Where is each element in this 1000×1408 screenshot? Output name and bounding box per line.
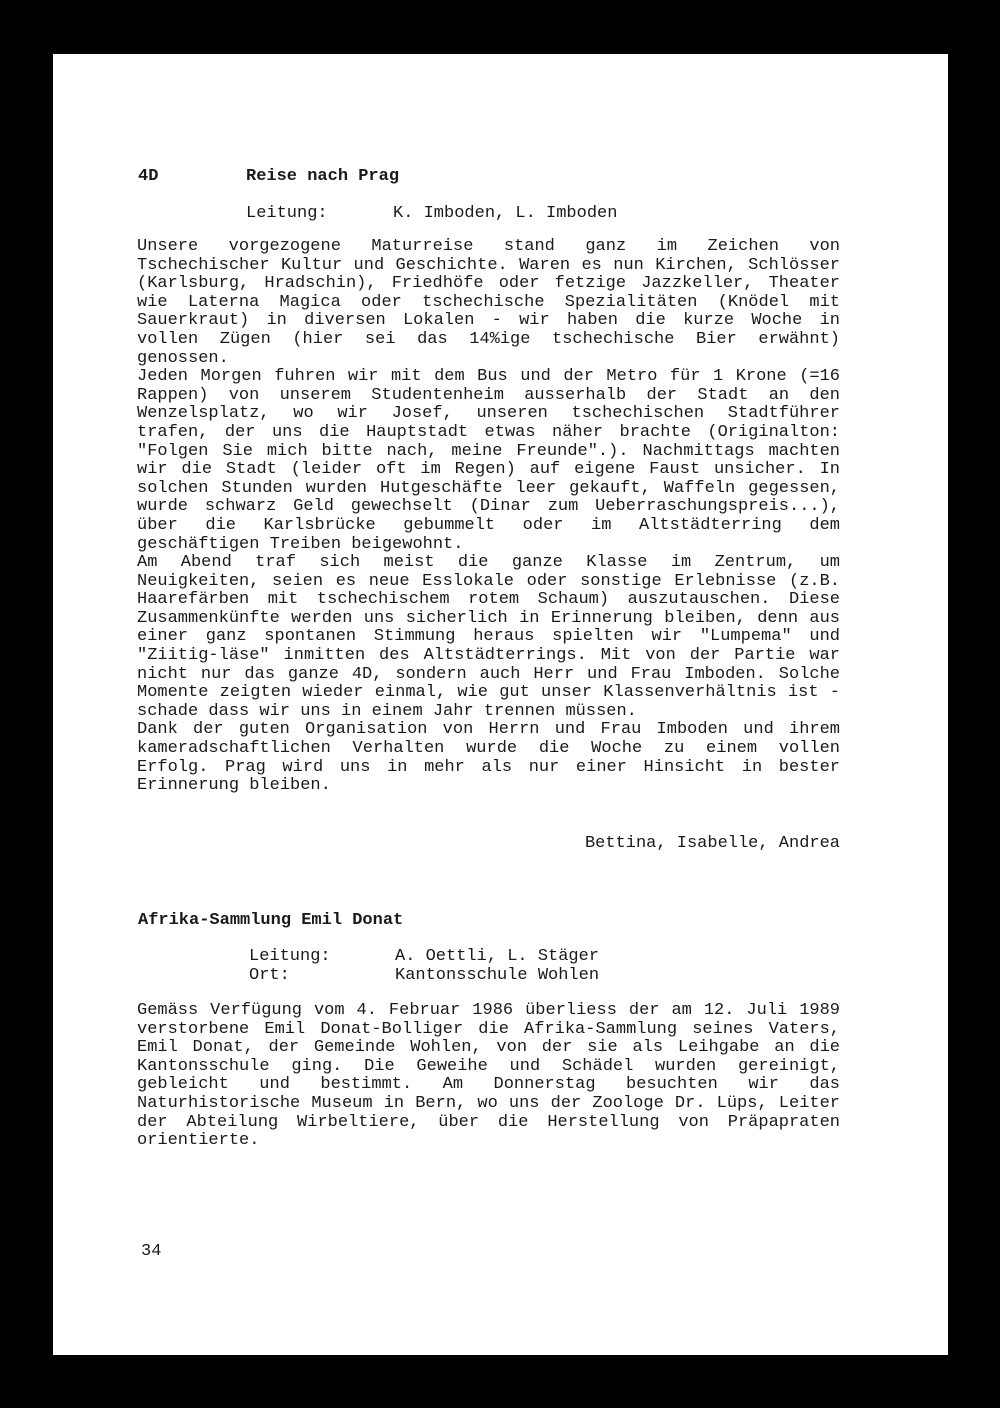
- paragraph: Jeden Morgen fuhren wir mit dem Bus und der Metro für 1 Krone (=16 Rappen) von unserem Studentenheim ausserhalb der Stadt an den Wenzelsplatz, wo wir Josef, unseren tschechischen Stadtführer trafen, der uns die Hauptstadt etwas näher brachte (Originalton: "Folgen Sie mich bitte nach, meine Freunde".). Nachmittags machten wir die Stadt (leider oft im Regen) auf eigene Faust unsicher. In solchen Stunden wurden Hutgeschäfte leer gekauft, Waffeln gegessen, wurde schwarz Geld gewechselt (Dinar zum Ueberraschungspreis...), über die Karlsbrücke gebummelt oder im Altstädterring dem geschäftigen Treiben beigewohnt.: [137, 367, 840, 554]
- leitung-label: Leitung:: [246, 204, 328, 223]
- leitung-value: A. Oettli, L. Stäger: [395, 947, 600, 966]
- paragraph: Dank der guten Organisation von Herrn und Frau Imboden und ihrem kameradschaftlichen Verhalten wurde die Woche zu einem vollen Erfolg. Prag wird uns in mehr als nur einer Hinsicht in bester Erinnerung bleiben.: [137, 720, 840, 796]
- report-body: [137, 238, 840, 796]
- paragraph: Unsere vorgezogene Maturreise stand ganz im Zeichen von Tschechischer Kultur und Geschichte. Waren es nun Kirchen, Schlösser (Karlsburg, Hradschin), Friedhöfe oder fetzige Jazzkeller, Theater wie Laterna Magica oder tschechische Spezialitäten (Knödel mit Sauerkraut) in diversen Lokalen - wir haben die kurze Woche in vollen Zügen (hier sei das 14%ige tschechische Bier erwähnt) genossen.: [137, 237, 840, 368]
- paragraph: Am Abend traf sich meist die ganze Klasse im Zentrum, um Neuigkeiten, seien es neue Esslokale oder sonstige Erlebnisse (z.B. Haarefärben mit tschechischem rotem Schaum) auszutauschen. Diese Zusammenkünfte werden uns sicherlich in Erinnerung bleiben, denn aus einer ganz spontanen Stimmung heraus spielten wir "Lumpema" und "Ziitig-läse" inmitten des Altstädterrings. Mit von der Partie war nicht nur das ganze 4D, sondern auch Herr und Frau Imboden. Solche Momente zeigten wieder einmal, wie gut unser Klassenverhältnis ist - schade dass wir uns in einem Jahr trennen müssen.: [137, 553, 840, 721]
- signature: Bettina, Isabelle, Andrea: [584, 834, 840, 853]
- page-number: 34: [141, 1242, 162, 1261]
- section-title: Reise nach Prag: [246, 167, 400, 186]
- leitung-value: K. Imboden, L. Imboden: [393, 204, 618, 223]
- ort-label: Ort:: [249, 966, 290, 985]
- report-body: [137, 1002, 840, 1151]
- ort-value: Kantonsschule Wohlen: [395, 966, 600, 985]
- class-label: 4D: [138, 167, 159, 186]
- leitung-label: Leitung:: [249, 947, 331, 966]
- paragraph: Gemäss Verfügung vom 4. Februar 1986 überliess der am 12. Juli 1989 verstorbene Emil Donat-Bolliger die Afrika-Sammlung seines Vaters, Emil Donat, der Gemeinde Wohlen, von der sie als Leihgabe an die Kantonsschule ging. Die Geweihe und Schädel wurden gereinigt, gebleicht und bestimmt. Am Donnerstag besuchten wir das Naturhistorische Museum in Bern, wo uns der Zoologe Dr. Lüps, Leiter der Abteilung Wirbeltiere, über die Herstellung von Präpapraten orientierte.: [137, 1001, 840, 1151]
- section-title: Afrika-Sammlung Emil Donat: [138, 911, 404, 930]
- document-page: [53, 54, 948, 1355]
